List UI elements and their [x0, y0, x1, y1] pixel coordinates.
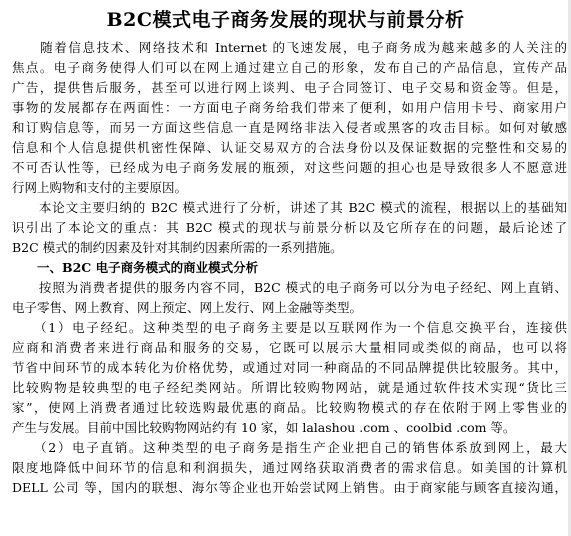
text-line: 不可否认性等，已经成为电子商务发展的瓶颈，对这些问题的担心也是导致很多人不愿意进	[12, 160, 567, 175]
text-line: 应商和消费者来进行商品和服务的交易，它既可以展示大量相同或类似的商品，也可以将	[12, 340, 567, 355]
text-line: 随着信息技术、网络技术和 Internet 的飞速发展，电子商务成为越来越多的人关注的	[12, 40, 567, 55]
text-line: 广告，提供售后服务，甚至可以进行网上谈判、电子合同签订、电子交易和资金等。但是，	[12, 80, 567, 95]
text-line: 节省中间环节的成本转化为价格优势，或通过对同一种商品的不同品牌提供比较服务。其中，	[12, 360, 567, 375]
text-line: 行网上购物和支付的主要原因。	[12, 180, 188, 195]
text-line: 比较购物是较典型的电子经纪类网站。所谓比较购物网站，就是通过软件技术实现“货比三	[12, 380, 567, 395]
text-line: 识引出了本论文的重点：其 B2C 模式的现状与前景分析以及它所存在的问题，最后论述了	[12, 220, 567, 235]
section-heading: 一、B2C 电子商务模式的商业模式分析	[12, 260, 259, 275]
text-line: 限度地降低中间环节的信息和利润损失，通过网络获取消费者的需求信息。如美国的计算机	[12, 460, 567, 475]
text-line: 本论文主要归纳的 B2C 模式进行了分析，讲述了其 B2C 模式的流程，根据以上的基础知	[12, 200, 567, 215]
text-line: 信息和个人信息提供机密性保障、认证交易双方的合法身份以及保证数据的完整性和交易的	[12, 140, 567, 155]
text-line: 和订购信息等，而另一方面这些信息一直是网络非法入侵者或黑客的攻击目标。如何对敏感	[12, 120, 567, 135]
text-line: 产生与发展。目前中国比较购物网站约有 10 家，如 lalashou .com 、coolbid .com 等。	[12, 420, 516, 435]
document-body	[12, 38, 567, 498]
text-line: B2C 模式的制约因素及针对其制约因素所需的一系列措施。	[12, 240, 343, 255]
text-line: 焦点。电子商务使得人们可以在网上通过建立自己的形象，发布自己的产品信息，宣传产品	[12, 60, 567, 75]
text-line: （2）电子直销。这种类型的电子商务是指生产企业把自己的销售体系放到网上，最大	[12, 440, 567, 455]
text-line: 事物的发展都存在两面性：一方面电子商务给我们带来了便利，如用户信用卡号、商家用户	[12, 100, 567, 115]
text-line: 电子零售、网上教育、网上预定、网上发行、网上金融等类型。	[12, 300, 363, 315]
text-line: 按照为消费者提供的服务内容不同，B2C 模式的电子商务可以分为电子经纪、网上直销、	[12, 280, 567, 295]
text-line: （1）电子经纪。这种类型的电子商务主要是以互联网作为一个信息交换平台，连接供	[12, 320, 567, 335]
text-line: DELL 公司 等，国内的联想、海尔等企业也开始尝试网上销售。由于商家能与顾客直接沟通，	[12, 480, 567, 495]
document-title: B2C模式电子商务发展的现状与前景分析	[106, 9, 465, 31]
text-line: 家”，使网上消费者通过比较选购最优惠的商品。比较购物模式的存在依附于网上零售业的	[12, 400, 567, 415]
